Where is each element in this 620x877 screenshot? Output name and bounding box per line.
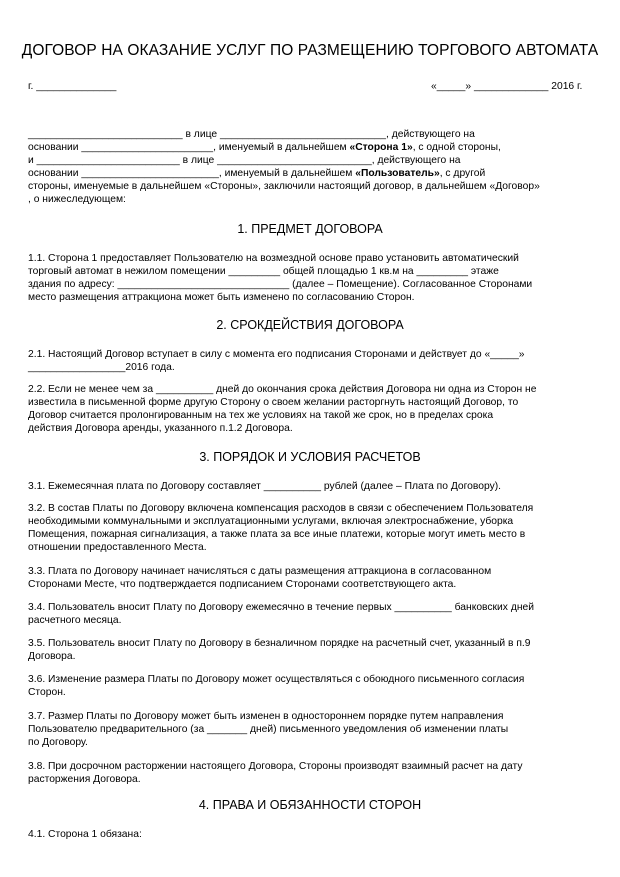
paragraph-line: 1.1. Сторона 1 предоставляет Пользователю на возмездной основе право установить автоматический (28, 253, 519, 264)
paragraph-line: 3.7. Размер Платы по Договору может быть изменен в одностороннем порядке путем направления (28, 711, 504, 722)
paragraph-line: необходимыми коммунальными и эксплуатационными услугами, включая электроснабжение, уборка (28, 516, 514, 527)
paragraph-line: по Договору. (28, 737, 88, 748)
paragraph-line: Сторонами Месте, что подтверждается подписанием Сторонами соответствующего акта. (28, 579, 457, 590)
paragraph-line: расторжения Договора. (28, 774, 141, 785)
paragraph-line: Договор считается пролонгированным на тех же условиях на такой же срок, но в пределах срока (28, 410, 494, 421)
paragraph-line: известила в письменной форме другую Сторону о своем желании расторгнуть настоящий Договор, то (28, 397, 519, 408)
paragraph-line: 3.1. Ежемесячная плата по Договору составляет __________ рублей (далее – Плата по Договору). (28, 481, 502, 492)
section-heading: 2. СРОКДЕЙСТВИЯ ДОГОВОРА (216, 318, 404, 332)
section-heading: 4. ПРАВА И ОБЯЗАННОСТИ СТОРОН (198, 798, 422, 812)
document-title: ДОГОВОР НА ОКАЗАНИЕ УСЛУГ ПО РАЗМЕЩЕНИЮ ТОРГОВОГО АВТОМАТА (21, 42, 599, 59)
paragraph-line: действия Договора аренды, указанного п.1.2 Договора. (28, 423, 293, 434)
preamble-line: и _________________________ в лице ___________________________, действующего на (28, 155, 461, 166)
paragraph-line: место размещения аттракциона может быть изменено по согласованию Сторон. (28, 292, 415, 303)
paragraph-line: Договора. (28, 651, 76, 662)
paragraph-line: 3.3. Плата по Договору начинает начисляться с даты размещения аттракциона в согласованном (28, 566, 492, 577)
paragraph-line: 2.1. Настоящий Договор вступает в силу с момента его подписания Сторонами и действует до «_____» (28, 349, 525, 360)
date-field: «_____» _____________ 2016 г. (431, 81, 583, 92)
paragraph-line: _________________2016 года. (28, 362, 175, 373)
paragraph-line: 3.5. Пользователь вносит Плату по Договору в безналичном порядке на расчетный счет, указанный в п.9 (28, 638, 531, 649)
paragraph-line: Сторон. (28, 687, 66, 698)
section-heading: 3. ПОРЯДОК И УСЛОВИЯ РАСЧЕТОВ (199, 450, 421, 464)
city-field: г. ______________ (28, 81, 117, 92)
paragraph-line: торговый автомат в нежилом помещении _________ общей площадью 1 кв.м на _________ этаже (28, 266, 499, 277)
paragraph-line: 2.2. Если не менее чем за __________ дней до окончания срока действия Договора ни одна из Сторон не (28, 384, 537, 395)
preamble-line: , о нижеследующем: (28, 194, 126, 205)
paragraph-line: 4.1. Сторона 1 обязана: (28, 829, 142, 840)
paragraph-line: здания по адресу: ______________________________ (далее – Помещение). Согласованное Сторонами (28, 279, 533, 290)
paragraph-line: 3.6. Изменение размера Платы по Договору может осуществляться с обоюдного письменного согласия (28, 674, 525, 685)
paragraph-line: Пользователю предварительного (за _______ дней) письменного уведомления об изменении платы (28, 724, 509, 735)
paragraph-line: 3.2. В состав Платы по Договору включена компенсация расходов в связи с обеспечением Пользователя (28, 503, 534, 514)
preamble-line: основании _______________________, именуемый в дальнейшем «Сторона 1», с одной стороны, (28, 142, 501, 153)
paragraph-line: отношении предоставленного Места. (28, 542, 207, 553)
section-heading: 1. ПРЕДМЕТ ДОГОВОРА (237, 222, 383, 236)
preamble-line: ___________________________ в лице _____________________________, действующего на (28, 129, 475, 140)
preamble-line: основании ________________________, именуемый в дальнейшем «Пользователь», с другой (28, 168, 486, 179)
paragraph-line: расчетного месяца. (28, 615, 122, 626)
paragraph-line: 3.4. Пользователь вносит Плату по Договору ежемесячно в течение первых __________ банковских дней (28, 602, 534, 613)
paragraph-line: 3.8. При досрочном расторжении настоящего Договора, Стороны производят взаимный расчет на дату (28, 761, 523, 772)
paragraph-line: Помещения, пожарная сигнализация, а также плата за все иные платежи, которые могут иметь место в (28, 529, 526, 540)
preamble-line: стороны, именуемые в дальнейшем «Стороны», заключили настоящий договор, в дальнейшем «Договор» (28, 181, 540, 192)
